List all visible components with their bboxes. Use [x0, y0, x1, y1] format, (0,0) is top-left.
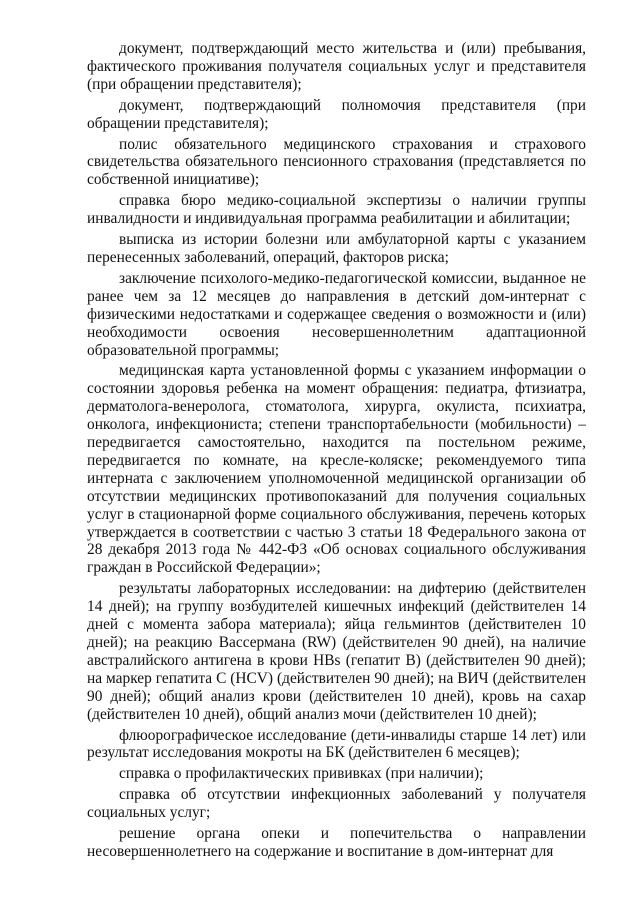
paragraph-lab-results: результаты лабораторных исследовании: на дифтерию (действителен 14 дней); на группу возбудителей кишечных инфекций (действителен 14 дней с момента забора материала); яйца гельминтов (действителен 10 дней); на реакцию Вассермана (RW) (действителен 90 дней), на наличие австралийского антигена в крови HBs (гепатит B) (действителен 90 дней); на маркер гепатита C (HCV) (действителен 90 дней); на ВИЧ (действителен 90 дней); общий анализ крови (действителен 10 дней), кровь на сахар (действителен 10 дней), общий анализ мочи (действителен 10 дней);	[87, 580, 586, 723]
paragraph-infection-free-certificate: справка об отсутствии инфекционных заболеваний у получателя социальных услуг;	[87, 786, 586, 822]
paragraph-guardianship-decision: решение органа опеки и попечительства о направлении несовершеннолетнего на содержание и воспитание в дом-интернат для	[87, 825, 586, 860]
paragraph-medical-history-extract: выписка из истории болезни или амбулаторной карты с указанием перенесенных заболеваний, операций, факторов риска;	[87, 231, 586, 266]
paragraph-pmpk-conclusion: заключение психолого-медико-педагогической комиссии, выданное не ранее чем за 12 месяцев до направления в детский дом-интернат с физическими недостатками и содержащее сведения о возможности и (или) необходимости освоения несовершеннолетним адаптационной образовательной программы;	[87, 269, 586, 359]
paragraph-vaccination-certificate: справка о профилактических прививках (при наличии);	[119, 765, 484, 783]
paragraph-authority-document: документ, подтверждающий полномочия представителя (при обращении представителя);	[87, 96, 586, 132]
paragraph-insurance-policy: полис обязательного медицинского страхования и страхового свидетельства обязательного пенсионного страхования (представляется по собственной инициативе);	[87, 135, 586, 189]
paragraph-medical-card: медицинская карта установленной формы с указанием информации о состоянии здоровья ребенка на момент обращения: педиатра, фтизиатра, дерматолога-венеролога, стоматолога, хирурга, окулиста, психиатра, онколога, инфекциониста; степени транспортабельности (мобильности) – передвигается самостоятельно, находится па постельном режиме, передвигается по комнате, на кресле-коляске; рекомендуемого типа интерната с заключением уполномоченной медицинской организации об отсутствии медицинских противопоказаний для получения социальных услуг в стационарной форме социального обслуживания, перечень которых утверждается в соответствии с частью 3 статьи 18 Федерального закона от 28 декабря 2013 года № 442-ФЗ «Об основах социального обслуживания граждан в Российской Федерации»;	[87, 362, 586, 577]
paragraph-residence-document: документ, подтверждающий место жительства и (или) пребывания, фактического проживания получателя социальных услуг и представителя (при обращении представителя);	[87, 40, 586, 93]
paragraph-fluorography: флюорографическое исследование (дети-инвалиды старше 14 лет) или результат исследования мокроты на БК (действителен 6 месяцев);	[87, 726, 586, 762]
paragraph-mse-certificate: справка бюро медико-социальной экспертизы о наличии группы инвалидности и индивидуальная программа реабилитации и абилитации;	[87, 192, 586, 228]
